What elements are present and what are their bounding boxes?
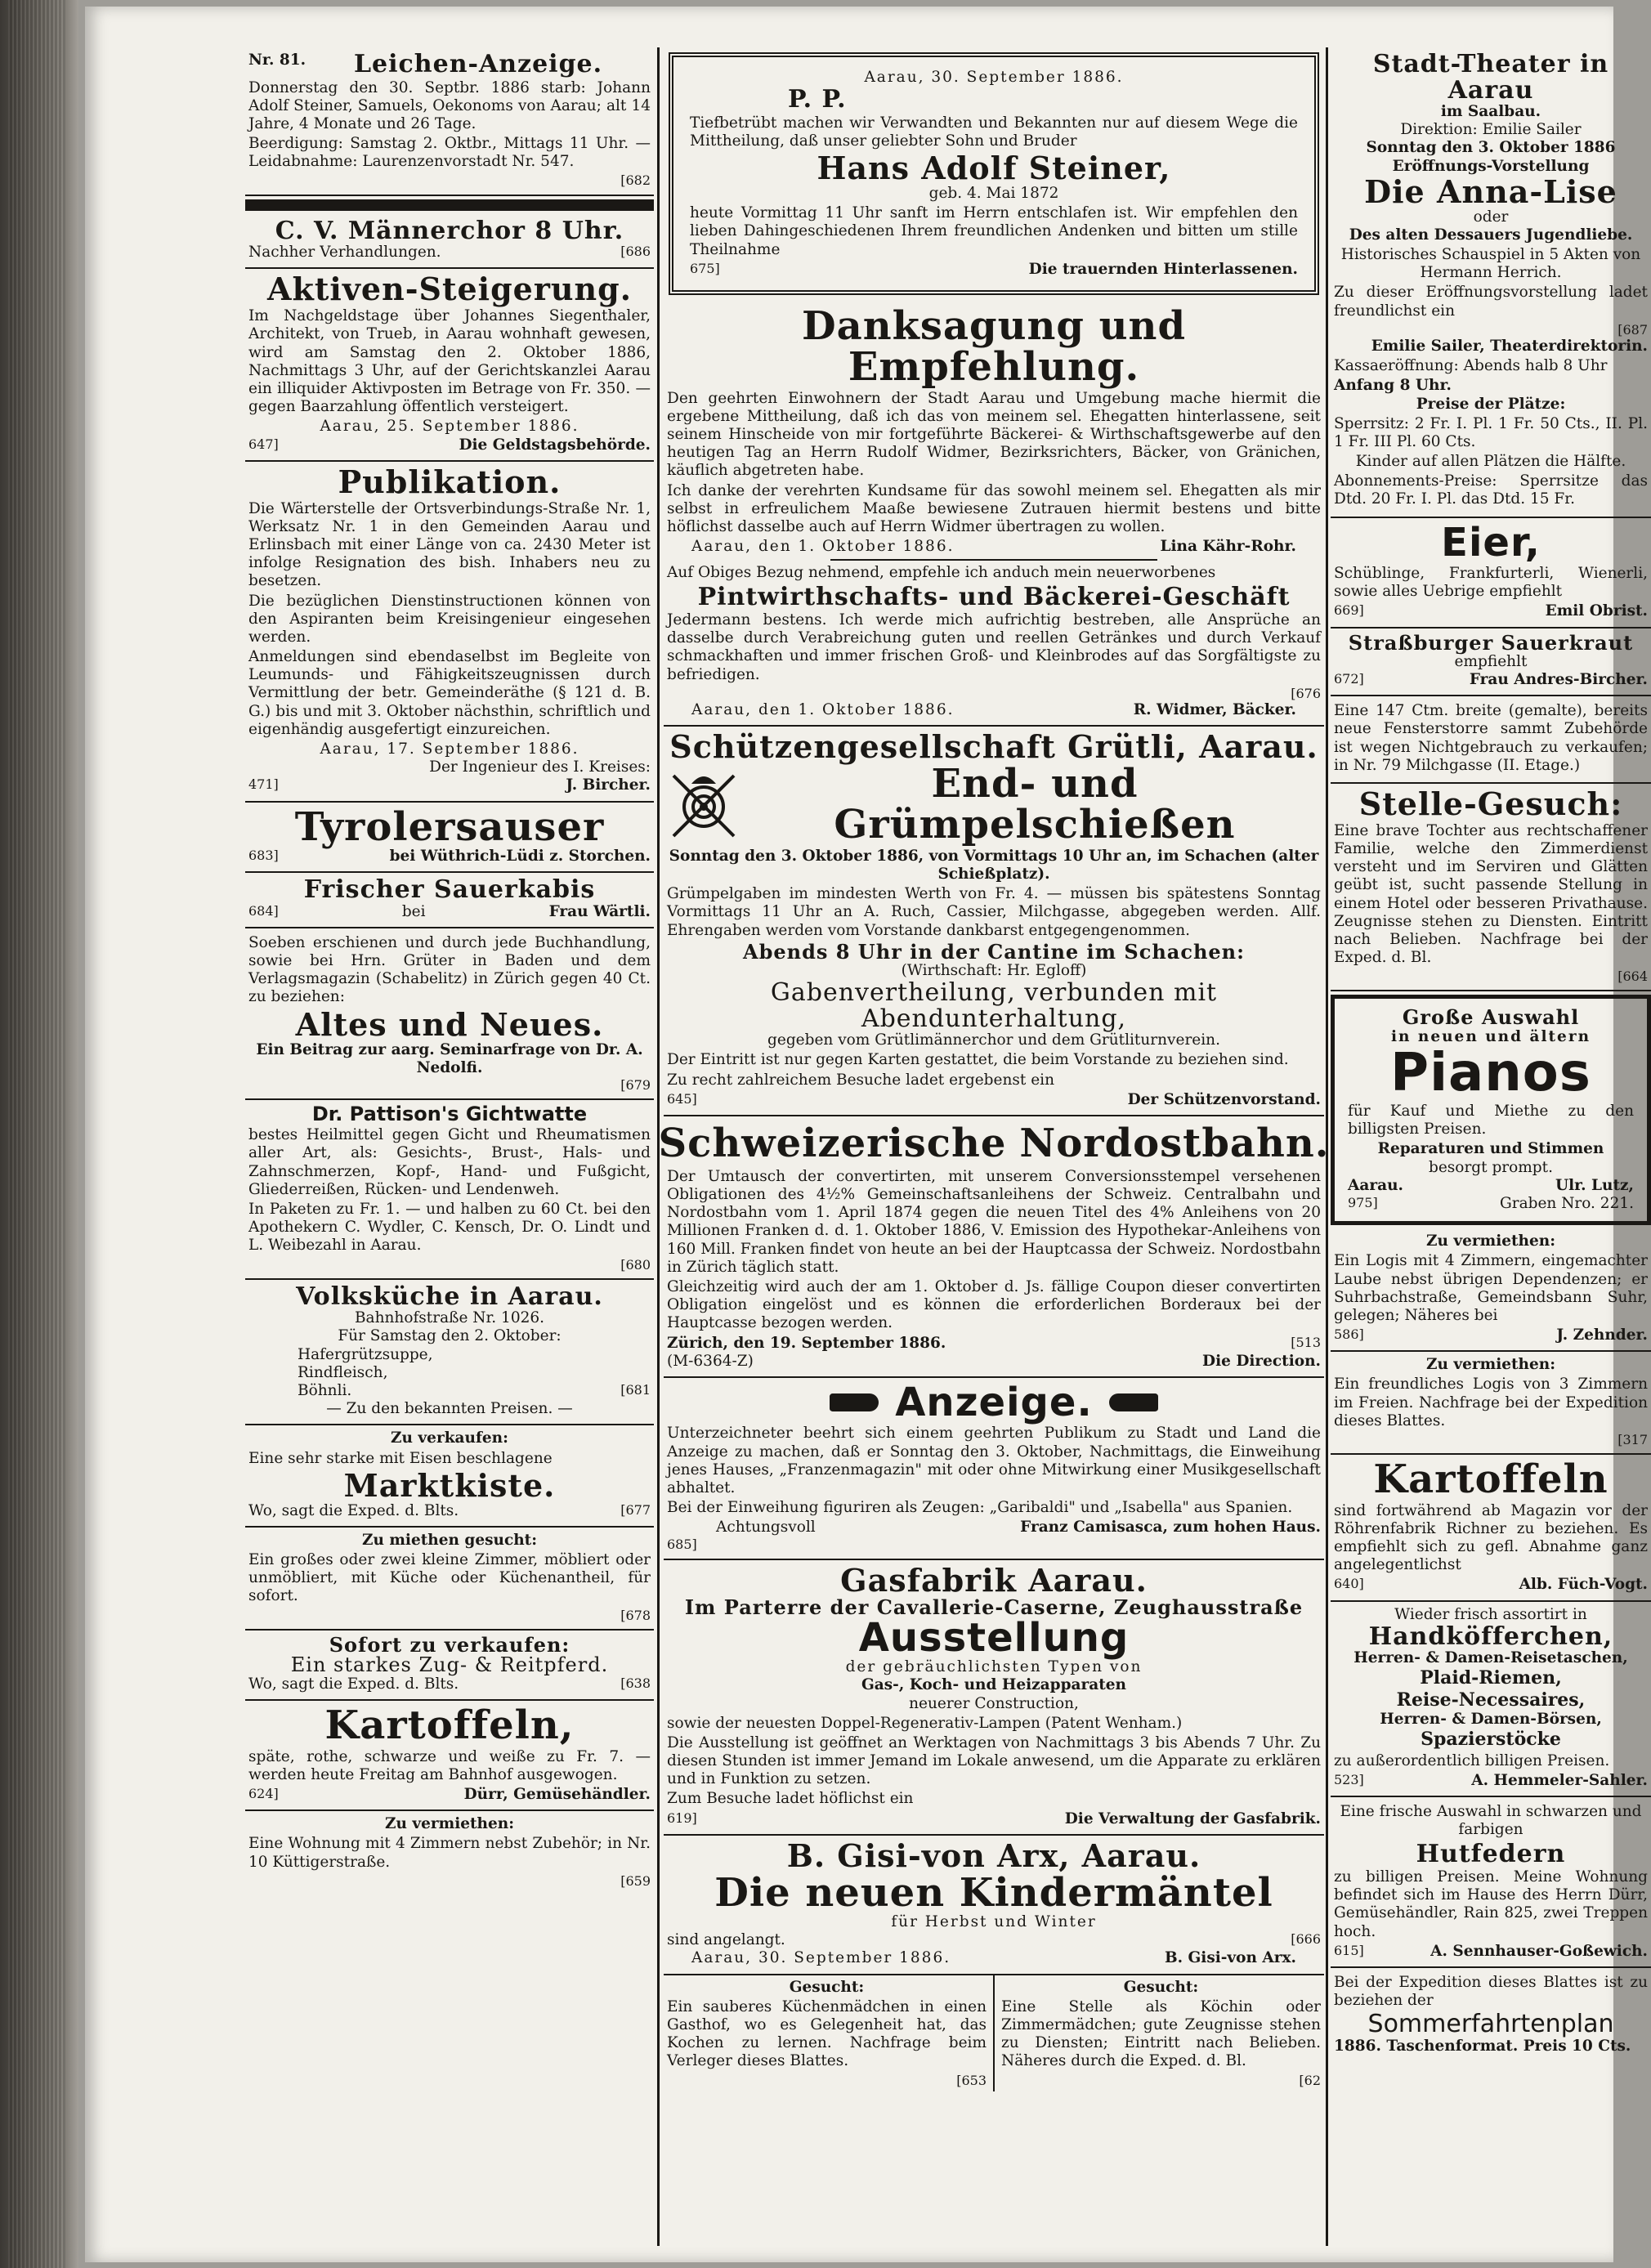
verm2-number: [317 — [1617, 1432, 1648, 1448]
anz-text2: Bei der Einweihung figuriren als Zeugen: „Garibaldi" und „Isabella" aus Spanien. — [667, 1499, 1293, 1517]
anna-sign: Emilie Sailer, Theaterdirektorin. — [1371, 337, 1648, 355]
anna-text: Historisches Schauspiel in 5 Akten von Hermann Herrich. — [1340, 246, 1641, 282]
ad-danksagung — [664, 302, 1324, 727]
volks-item: Böhnli. — [298, 1382, 352, 1399]
pint-text: Jedermann bestens. Ich werde mich aufrichtig bestreben, alle Ansprüche an dasselbe durch Verabreichung guten und reellen Getränkes und durch Verkauf schmackhaften und immer frischen Groß- und Kleinbrodes auf das Sorgfältigste zu befriedigen. — [667, 611, 1321, 683]
theater-event: Eröffnungs-Vorstellung — [1392, 157, 1590, 175]
pianos-number: 975] — [1348, 1194, 1378, 1210]
pattison-title: Dr. Pattison's Gichtwatte — [311, 1103, 588, 1126]
short-rule — [830, 559, 1157, 561]
verm1-number: 586] — [1334, 1326, 1364, 1343]
pp-text: Tiefbetrübt machen wir Verwandten und Bekannten nur auf diesem Wege die Mittheilung, daß unser geliebter Sohn und Bruder — [690, 114, 1298, 150]
pattison-number: [680 — [620, 1256, 651, 1273]
kabis-bei: bei — [401, 902, 426, 920]
nob-sign: Die Direction. — [1202, 1352, 1321, 1370]
nob-ref: (M-6364-Z) — [667, 1352, 754, 1370]
hut-text: zu billigen Preisen. Meine Wohnung befindet sich im Hause des Herrn Dürr, Gemüsehändler, Rain 825, zwei Treppen hoch. — [1334, 1868, 1648, 1940]
pianos-addr: Graben Nro. 221. — [1499, 1194, 1634, 1212]
kart-text: späte, rothe, schwarze und weiße zu Fr. 7. — werden heute Freitag am Bahnhof ausgewogen. — [248, 1747, 651, 1783]
anna-number: [687 — [1617, 321, 1648, 338]
kart-sign: Dürr, Gemüsehändler. — [463, 1786, 651, 1804]
ad-stelle-gesuch — [1331, 784, 1651, 992]
pattison-text2: In Paketen zu Fr. 1. — und halben zu 60 Ct. bei den Apothekern C. Wydler, C. Kensch, Dr. O. Lindt und L. Weibezahl in Aarau. — [248, 1201, 651, 1255]
pp-number: 675] — [690, 260, 720, 276]
gas-types: Gas-, Koch- und Heizapparaten — [861, 1676, 1126, 1694]
leichen-text2: Beerdigung: Samstag 2. Oktbr., Mittags 11 Uhr. — Leidabnahme: Laurenzenvorstadt Nr. 547. — [248, 135, 651, 171]
pp-born: geb. 4. Mai 1872 — [928, 184, 1059, 202]
gas-text: der gebräuchlichsten Typen von — [845, 1658, 1143, 1676]
volks-text: Für Samstag den 2. Oktober: — [338, 1327, 562, 1345]
newspaper-page — [85, 7, 1648, 2262]
anna-title: Die Anna-Lise — [1364, 172, 1617, 210]
altes-title: Altes und Neues. — [295, 1005, 604, 1043]
cv-text: Nachher Verhandlungen. — [248, 244, 441, 262]
pp-text2: heute Vormittag 11 Uhr sanft im Herrn entschlafen ist. Wir empfehlen den lieben Dahingeschiedenen Ihrem freundlichen Andenken und bitten um stille Theilnahme — [690, 204, 1298, 258]
hand-item: Herren- & Damen-Reisetaschen, — [1353, 1649, 1628, 1667]
pub-sign: J. Bircher. — [566, 776, 651, 794]
theater-title: Stadt-Theater in Aarau — [1372, 50, 1609, 105]
gas-location: Im Parterre der Cavallerie-Caserne, Zeughausstraße — [684, 1595, 1304, 1619]
theater-location: im Saalbau. — [1440, 103, 1541, 120]
leichen-title: Leichen-Anzeige. — [353, 50, 603, 78]
pp-date: Aarau, 30. September 1886. — [864, 69, 1124, 86]
pianos-text3: besorgt prompt. — [1429, 1158, 1553, 1176]
ad-pattison — [245, 1100, 654, 1280]
ad-gasfabrik — [664, 1560, 1324, 1836]
ad-eier — [1331, 518, 1651, 629]
ad-vermiethen-2 — [1331, 1352, 1651, 1455]
volks-item: Hafergrützsuppe, — [298, 1345, 433, 1363]
ad-kartoffeln-left — [245, 1701, 654, 1811]
miethen-number: [678 — [620, 1607, 651, 1623]
ad-fensterstorre — [1331, 696, 1651, 784]
end-title: End- und Grümpelschießen — [834, 761, 1236, 848]
book-spine — [0, 0, 78, 2268]
gas-text3: sowie der neuesten Doppel-Regenerativ-Lampen (Patent Wenham.) — [667, 1714, 1183, 1732]
sauer-number: 672] — [1334, 670, 1364, 687]
gisi-title: B. Gisi-von Arx, Aarau. — [786, 1836, 1201, 1874]
hand-title: Handköfferchen, — [1368, 1622, 1613, 1651]
ad-sauerkraut — [1331, 629, 1651, 697]
pianos-text: für Kauf und Miethe zu den billigsten Preisen. — [1348, 1103, 1634, 1138]
verm1-title: Zu vermiethen: — [1425, 1232, 1556, 1250]
gaben-text2: Der Eintritt ist nur gegen Karten gestattet, die beim Vorstande zu beziehen sind. — [667, 1051, 1289, 1069]
nob-number: [513 — [1291, 1334, 1321, 1350]
anz-number: 685] — [667, 1537, 697, 1553]
gaben-text3: Zu recht zahlreichem Besuche ladet ergebenst ein — [667, 1071, 1054, 1089]
column-right — [1331, 47, 1651, 2246]
hand-item: Spazierstöcke — [1421, 1729, 1561, 1751]
verm1-sign: J. Zehnder. — [1556, 1326, 1648, 1344]
store-text: Eine 147 Ctm. breite (gemalte), bereits neue Fensterstorre sammt Zubehörde ist wegen Nichtgebrauch zu verkaufen; in Nr. 79 Milchgasse (II. Etage.) — [1334, 702, 1648, 774]
ad-tyrolersauser — [245, 803, 654, 874]
volks-number: [681 — [620, 1382, 651, 1398]
gas-title: Gasfabrik Aarau. — [840, 1561, 1148, 1599]
ad-kartoffeln-right — [1331, 1455, 1651, 1601]
end-heading — [667, 763, 1321, 846]
aktiven-title: Aktiven-Steigerung. — [267, 271, 632, 308]
cv-title: C. V. Männerchor 8 Uhr. — [275, 216, 624, 245]
pianos-top: Große Auswahl — [1402, 1005, 1580, 1030]
ad-handkoefferchen — [1331, 1602, 1651, 1798]
hut-title: Hutfedern — [1416, 1839, 1566, 1868]
volks-prices: — Zu den bekannten Preisen. — — [326, 1400, 573, 1418]
sofort-title: Sofort zu verkaufen: — [329, 1632, 570, 1657]
ad-maennerchor — [245, 214, 654, 270]
tyroler-number: 683] — [248, 847, 279, 863]
end-text2: Grümpelgaben im mindesten Werth von Fr. 4. — müssen bis spätestens Sonntag Vormittags 11 Uhr an A. Ruch, Cassier, Milchgasse, abgegeben werden. Allf. Ehrengaben werden vom Vorstande dankbarst entgegengenommen. — [667, 885, 1321, 939]
miethen-text: Ein großes oder zwei kleine Zimmer, möbliert oder unmöbliert, mit Küche oder Küchenantheil, für sofort. — [248, 1551, 651, 1605]
ad-gisi — [664, 1836, 1324, 1975]
verm-text: Eine Wohnung mit 4 Zimmern nebst Zubehör; in Nr. 10 Küttigerstraße. — [248, 1835, 651, 1871]
ad-hutfedern — [1331, 1797, 1651, 1968]
gas-ausstellung: Ausstellung — [858, 1614, 1130, 1661]
ad-vermiethen-1 — [1331, 1228, 1651, 1352]
sauer-text: empfiehlt — [1454, 652, 1528, 670]
gesucht-row — [664, 1975, 1324, 2091]
volks-menu — [248, 1346, 651, 1401]
pianos-title: Pianos — [1390, 1042, 1591, 1103]
pointing-hand-icon — [830, 1393, 879, 1411]
end-text: Sonntag den 3. Oktober 1886, von Vormittags 10 Uhr an, im Schachen (alter Schießplatz). — [669, 847, 1319, 883]
gaben-title: Gabenvertheilung, verbunden mit Abendunterhaltung, — [770, 978, 1218, 1033]
ad-publikation — [245, 462, 654, 803]
tyroler-text: bei Wüthrich-Lüdi z. Storchen. — [389, 847, 651, 865]
aktiven-text: Im Nachgeldstage über Johannes Siegenthaler, Architekt, von Trueb, in Aarau wohnhaft gewesen, wird am Samstag den 2. Oktober 1886, Nachmittags 3 Uhr, auf der Gerichtskanzlei Aarau ein illiquider Aktivposten im Betrage von Fr. 350. — gegen Baarzahlung öffentlich versteigert. — [248, 307, 651, 416]
anz-heading — [667, 1379, 1321, 1425]
eier-text: Schüblinge, Frankfurterli, Wienerli, sowie alles Uebrige empfiehlt — [1334, 565, 1648, 601]
volks-title: Volksküche in Aarau. — [296, 1282, 603, 1311]
ad-pferd — [245, 1631, 654, 1702]
sommer-title: Sommerfahrtenplan — [1367, 2010, 1614, 2039]
gisi-date: Aarau, 30. September 1886. — [691, 1949, 951, 1967]
verm1-text: Ein Logis mit 4 Zimmern, eingemachter Laube nebst übrigen Dependenzen; er Suhrbachstraße, Gemeindsbann Suhr, gelegen; Näheres bei — [1334, 1252, 1648, 1324]
preise-text2: Kinder auf allen Plätzen die Hälfte. — [1355, 453, 1626, 471]
gisi-text: sind angelangt. — [667, 1931, 785, 1949]
stelle-number: [664 — [1617, 968, 1648, 985]
nob-heading — [658, 1120, 1330, 1166]
pub-date: Aarau, 17. September 1886. — [320, 740, 579, 758]
kabis-title: Frischer Sauerkabis — [303, 875, 596, 905]
pianos-city: Aarau. — [1348, 1176, 1403, 1194]
ad-vermiethen-left — [245, 1811, 654, 1894]
verm-number: [659 — [620, 1872, 651, 1889]
hut-number: 615] — [1334, 1942, 1364, 1958]
buch-text: Soeben erschienen und durch jede Buchhandlung, sowie bei Hrn. Grüter in Baden und dem Verlagsmagazin (Schabelitz) in Zürich gegen 40 Ct. zu beziehen: — [248, 933, 651, 1006]
hand-item: Reise-Necessaires, — [1396, 1689, 1586, 1711]
markt-number: [677 — [620, 1501, 651, 1518]
markt-title: Marktkiste. — [343, 1466, 556, 1504]
kart-number: 624] — [248, 1786, 279, 1802]
verm2-text: Ein freundliches Logis von 3 Zimmern im Freien. Nachfrage bei der Expedition dieses Blattes. — [1334, 1376, 1648, 1429]
verm-title: Zu vermiethen: — [384, 1815, 515, 1833]
dank-date: Aarau, den 1. Oktober 1886. — [691, 538, 955, 556]
aktiven-date: Aarau, 25. September 1886. — [320, 418, 579, 436]
altes-sub: Ein Beitrag zur aarg. Seminarfrage von Dr. A. Nedolfi. — [256, 1040, 643, 1076]
pub-text: Die Wärterstelle der Ortsverbindungs-Straße Nr. 1, Werksatz Nr. 1 in den Gemeinden Aarau und Erlinsbach mit einer Länge von ca. 2430 Meter ist infolge Resignation des bish. Inhabers neu zu besetzen. — [248, 499, 651, 590]
issue-number: Nr. 81. — [248, 51, 306, 69]
pint-number: [676 — [1291, 685, 1321, 701]
grutli-title: Schützengesellschaft Grütli, Aarau. — [669, 728, 1318, 766]
anz-sign: Franz Camisasca, zum hohen Haus. — [1020, 1519, 1321, 1537]
pint-date: Aarau, den 1. Oktober 1886. — [691, 700, 955, 718]
preise-text3: Abonnements-Preise: Sperrsitze das Dtd. 20 Fr. I. Pl. das Dtd. 15 Fr. — [1334, 472, 1648, 508]
pp-name: Hans Adolf Steiner, — [817, 150, 1171, 187]
ad-altes-neues — [245, 928, 654, 1100]
pferd-number: [638 — [620, 1675, 651, 1692]
ad-anzeige — [664, 1378, 1324, 1560]
dank-sign: Lina Kähr-Rohr. — [1160, 538, 1296, 556]
gas-number: 619] — [667, 1809, 697, 1826]
kabis-number: 684] — [248, 902, 279, 919]
verk-title: Zu verkaufen: — [391, 1429, 508, 1447]
anna-anfang: Anfang 8 Uhr. — [1334, 377, 1452, 395]
eier-sign: Emil Obrist. — [1545, 602, 1648, 620]
nob-date: Zürich, den 19. September 1886. — [667, 1334, 946, 1352]
sauer-sign: Frau Andres-Bircher. — [1469, 670, 1648, 688]
ad-miethen-gesucht — [245, 1528, 654, 1631]
eier-number: 669] — [1334, 602, 1364, 619]
kart-right-sign: Alb. Füch-Vogt. — [1519, 1576, 1648, 1594]
pferd-title: Ein starkes Zug- & Reitpferd. — [290, 1653, 609, 1676]
verm2-title: Zu vermiethen: — [1425, 1356, 1556, 1374]
ad-pianos — [1331, 995, 1651, 1225]
stelle-text: Eine brave Tochter aus rechtschaffener Familie, welche den Zimmerdienst versteht und im Serviren und Glätten geübt ist, sucht passende Stellung in einem Hotel oder besseren Privathause. Zeugnisse stehen zu Diensten. Eintritt nach Belieben. Nachfrage bei der Exped. d. Bl. — [1334, 821, 1648, 967]
volks-addr: Bahnhofstraße Nr. 1026. — [354, 1309, 545, 1327]
gisi-kindermaentel: Die neuen Kindermäntel — [714, 1869, 1273, 1916]
gas-text4: Die Ausstellung ist geöffnet an Werktagen von Nachmittags 3 bis Abends 7 Uhr. Zu diesen Stunden ist immer Jemand im Lokale anwesend, um die Apparate zu erklären und in Funktion zu setzen. — [667, 1733, 1321, 1788]
dank-text: Den geehrten Einwohnern der Stadt Aarau und Umgebung mache hiermit die ergebene Mittheilung, daß ich das von meinem sel. Ehegatten hinterlassene, seit seinem Hinscheide von mir fortgeführte Bäckerei- & Wirthschaftsgewerbe auf den heutigen Tag an Herrn Rudolf Widmer, Bezirksrichters, Bäcker, von Gränichen, käuflich abgetreten habe. — [667, 389, 1321, 480]
hand-item: Plaid-Riemen, — [1420, 1667, 1562, 1689]
pianos-sign: Ulr. Lutz, — [1555, 1176, 1634, 1194]
theater-date: Sonntag den 3. Oktober 1886 — [1366, 139, 1616, 157]
pianos-text2: Reparaturen und Stimmen — [1377, 1140, 1604, 1158]
pointing-hand-icon — [1109, 1393, 1158, 1411]
abends-sub: (Wirthschaft: Hr. Egloff) — [901, 961, 1087, 979]
anna-oder: oder — [1473, 208, 1509, 226]
pub-title: Publikation. — [338, 463, 562, 500]
pub-text3: Anmeldungen sind ebendaselbst im Begleite von Leumunds- und Fähigkeitszeugnissen durch Vermittlung der betr. Gemeinderäthe (§ 121 d. B. G.) bis und mit 3. Oktober nächsthin, schriftlich und eigenhändig ausgefertigt einzureichen. — [248, 648, 651, 738]
pp-sign: Die trauernden Hinterlassenen. — [1028, 260, 1298, 278]
stelle-title: Stelle-Gesuch: — [1358, 785, 1623, 822]
pub-role: Der Ingenieur des I. Kreises: — [429, 758, 651, 776]
nob-text2: Gleichzeitig wird auch der am 1. Oktober d. Js. fällige Coupon dieser convertirten Obligation eingelöst und es können die erforderlichen Borderaux bei der Hauptcasse bezogen werden. — [667, 1278, 1321, 1332]
gesucht2-title: Gesucht: — [1123, 1978, 1199, 1996]
kart-right-text: sind fortwährend ab Magazin vor der Röhrenfabrik Richner zu beziehen. Es empfiehlt sich zu gefl. Abnahme ganz angelegentlichst — [1334, 1501, 1648, 1574]
black-rule — [245, 199, 654, 211]
dank-text2: Ich danke der verehrten Kundsame für das sowohl meinem sel. Ehegatten als mir selbst in erfreulichem Maaße bewiesene Zutrauen hiermit bestens und bitte höflichst dasselbe auch auf Herrn Widmer übertragen zu wollen. — [667, 481, 1321, 535]
ad-gruetli — [664, 727, 1324, 1116]
hut-sign: A. Sennhauser-Goßewich. — [1430, 1942, 1648, 1960]
altes-number: [679 — [620, 1076, 651, 1093]
gas-text5: Zum Besuche ladet höflichst ein — [667, 1790, 914, 1808]
pp-title: P. P. — [788, 85, 847, 114]
gaben-text: gegeben vom Grütlimännerchor und dem Grütliturnverein. — [767, 1031, 1220, 1049]
hand-item: Herren- & Damen-Börsen, — [1380, 1711, 1602, 1729]
pub-number: 471] — [248, 776, 279, 793]
miethen-title: Zu miethen gesucht: — [361, 1531, 538, 1549]
leichen-header — [248, 51, 651, 78]
ad-leichen — [245, 47, 654, 196]
sommer-text: 1886. Taschenformat. Preis 10 Cts. — [1334, 2037, 1631, 2055]
dank-title: Danksagung und Empfehlung. — [802, 302, 1186, 391]
pint-sign: R. Widmer, Bäcker. — [1133, 700, 1296, 718]
hand-number: 523] — [1334, 1771, 1364, 1787]
anz-title: Anzeige. — [895, 1379, 1093, 1425]
ad-marktkiste — [245, 1425, 654, 1527]
pint-intro: Auf Obiges Bezug nehmend, empfehle ich anduch mein neuerworbenes — [667, 564, 1216, 582]
gesucht1-text: Ein sauberes Küchenmädchen in einen Gasthof, wo es Gelegenheit hat, das Kochen zu lernen. Nachfrage beim Verleger dieses Blattes. — [667, 1997, 987, 2070]
nob-title-right: Nordostbahn. — [1019, 1120, 1330, 1166]
theater-direction: Direktion: Emilie Sailer — [1400, 121, 1582, 139]
pferd-text: Wo, sagt die Exped. d. Blts. — [248, 1675, 459, 1693]
nob-text: Der Umtausch der convertirten, mit unserem Conversionsstempel versehenen Obligationen des 4½% Gemeinschaftsanleihens der Schweiz. Centralbahn und Nordostbahn vom 1. April 1874 gegen die neuen Titel des 4% Anleihens von 20 Millionen Franken d. d. 1. Oktober 1886, V. Emission des Hypothekar-Anleihens von 160 Mill. Franken findet von heute an bei der Hauptcassa der Schweiz. Nordostbahn in Zürich täglich statt. — [667, 1167, 1321, 1276]
markt-text: Wo, sagt die Exped. d. Blts. — [248, 1501, 459, 1519]
volks-item: Rindfleisch, — [298, 1363, 388, 1381]
gas-text2: neuerer Construction, — [909, 1694, 1079, 1712]
cv-number: [686 — [620, 244, 651, 260]
pint-title: Pintwirthschafts- und Bäckerei-Geschäft — [697, 582, 1291, 611]
gisi-sign: B. Gisi-von Arx. — [1164, 1949, 1296, 1967]
sauer-title: Straßburger Sauerkraut — [1348, 630, 1634, 655]
aktiven-number: 647] — [248, 436, 279, 452]
pianos-mid: in neuen und ältern — [1390, 1027, 1591, 1045]
gesucht1-number: [653 — [956, 2072, 987, 2088]
spine-pages — [8, 0, 65, 2268]
ad-volkskueche — [245, 1280, 654, 1426]
hand-sign: A. Hemmeler-Sahler. — [1471, 1771, 1648, 1789]
hand-text: zu außerordentlich billigen Preisen. — [1334, 1751, 1610, 1769]
anz-text: Unterzeichneter beehrt sich einem geehrten Publikum zu Stadt und Land die Anzeige zu machen, daß er Sonntag den 3. Oktober, Nachmittags, die Einweihung jenes Hauses, „Franzenmagazin" mit oder ohne Mitwirkung einer Musikgesellschaft abhaltet. — [667, 1425, 1321, 1496]
anz-greet: Achtungsvoll — [716, 1519, 816, 1537]
leichen-text: Donnerstag den 30. Septbr. 1886 starb: Johann Adolf Steiner, Samuels, Oekonoms von Aarau; alt 14 Jahre, 4 Monate und 26 Tage. — [248, 78, 651, 132]
gesucht2-text: Eine Stelle als Köchin oder Zimmermädchen; gute Zeugnisse stehen zu Diensten; Eintritt nach Belieben. Näheres durch die Exped. d. Bl. — [1001, 1997, 1321, 2070]
leichen-number: [682 — [620, 172, 651, 189]
ad-theater — [1331, 47, 1651, 518]
ad-gesucht-1 — [664, 1975, 995, 2091]
gesucht2-number: [62 — [1299, 2072, 1321, 2088]
sommer-intro: Bei der Expedition dieses Blattes ist zu beziehen der — [1334, 1973, 1648, 2010]
column-left — [245, 47, 654, 2246]
column-middle — [658, 47, 1330, 2246]
tyroler-title: Tyrolersauser — [294, 803, 605, 850]
gaben-number: 645] — [667, 1090, 697, 1107]
ad-sommerfahrtenplan — [1331, 1968, 1651, 2061]
ad-pp-trauer — [669, 52, 1319, 295]
pub-text2: Die bezüglichen Dienstinstructionen können von den Aspiranten beim Kreisingenieur eingesehen werden. — [248, 592, 651, 646]
anna-text2: Zu dieser Eröffnungsvorstellung ladet freundlichst ein — [1334, 284, 1648, 320]
gas-sign: Die Verwaltung der Gasfabrik. — [1064, 1809, 1321, 1827]
preise-text: Sperrsitz: 2 Fr. I. Pl. 1 Fr. 50 Cts., II. Pl. 1 Fr. III Pl. 60 Cts. — [1334, 414, 1648, 450]
kart-right-number: 640] — [1334, 1576, 1364, 1592]
pattison-text: bestes Heilmittel gegen Gicht und Rheumatismen aller Art, als: Gesichts-, Brust-, Hals- und Zahnschmerzen, Kopf-, Hand- und Fußgicht, Gliederreißen, Rücken- und Lendenweh. — [248, 1126, 651, 1198]
anna-kasse: Kassaeröffnung: Abends halb 8 Uhr — [1334, 357, 1608, 375]
kart-right-title: Kartoffeln — [1373, 1456, 1608, 1503]
aktiven-sign: Die Geldstagsbehörde. — [459, 436, 651, 454]
gesucht1-title: Gesucht: — [789, 1978, 865, 1996]
ad-gesucht-2 — [995, 1975, 1324, 2091]
anna-sub: Des alten Dessauers Jugendliebe. — [1349, 226, 1633, 244]
gaben-sign: Der Schützenvorstand. — [1127, 1090, 1321, 1108]
nob-title-left: Schweizerische — [658, 1120, 1007, 1166]
ad-nordostbahn — [658, 1116, 1330, 1378]
preise-title: Preise der Plätze: — [1416, 395, 1566, 413]
hut-intro: Eine frische Auswahl in schwarzen und farbigen — [1340, 1803, 1642, 1839]
hand-intro: Wieder frisch assortirt in — [1394, 1605, 1587, 1623]
verk-text: Eine sehr starke mit Eisen beschlagene — [248, 1449, 553, 1467]
gisi-number: [666 — [1291, 1931, 1321, 1948]
eier-title: Eier, — [1441, 519, 1541, 566]
kart-title: Kartoffeln, — [324, 1702, 575, 1749]
gisi-sub: für Herbst und Winter — [891, 1913, 1097, 1931]
target-emblem-icon — [667, 767, 740, 841]
ad-aktiven — [245, 269, 654, 461]
abends-title: Abends 8 Uhr in der Cantine im Schachen: — [742, 939, 1245, 964]
ad-sauerkabis — [245, 873, 654, 928]
kabis-sign: Frau Wärtli. — [548, 902, 651, 920]
